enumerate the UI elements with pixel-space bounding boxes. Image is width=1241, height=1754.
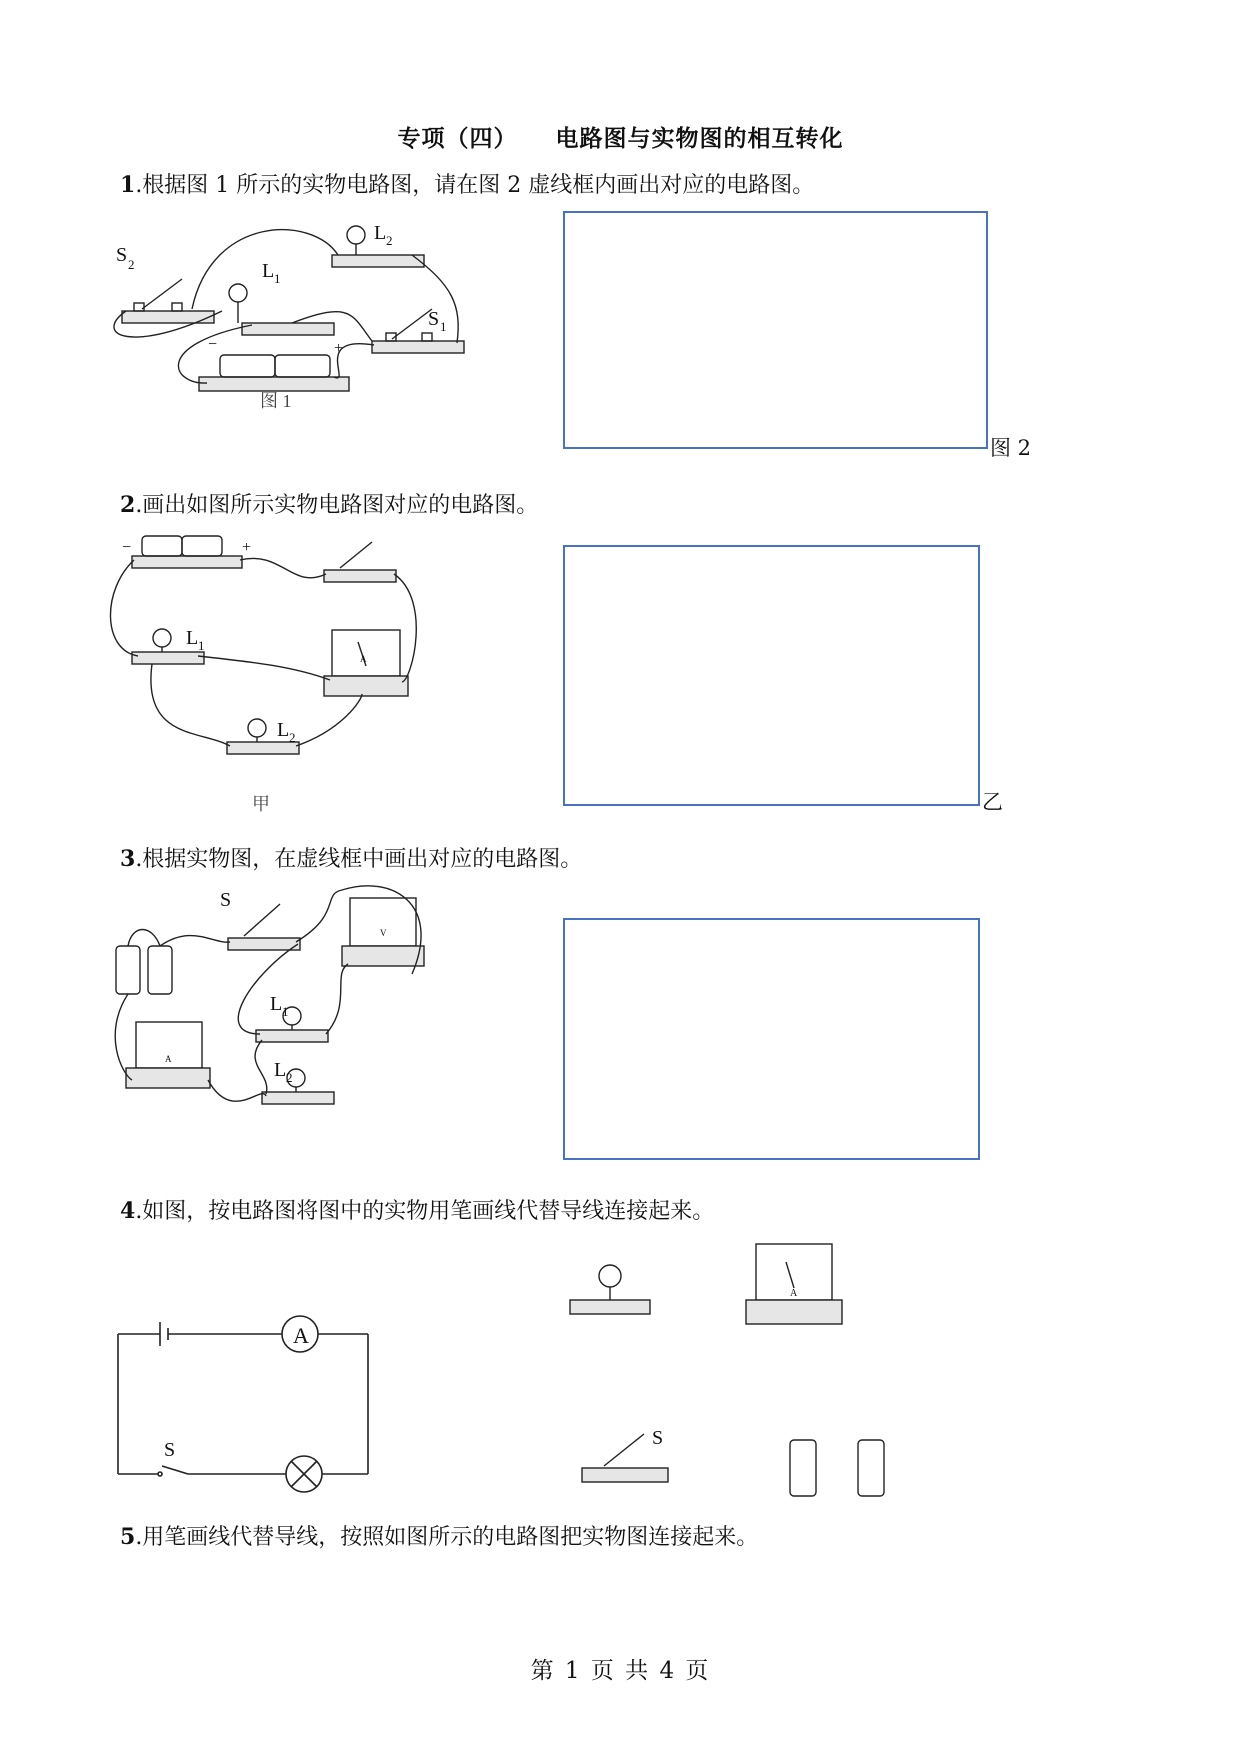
svg-text:+: + [242, 539, 252, 556]
svg-text:S: S [164, 1439, 176, 1461]
figure-3-physical-circuit [112, 884, 442, 1114]
svg-text:+: + [334, 340, 344, 357]
svg-text:L: L [274, 1059, 287, 1081]
answer-box-yi[interactable] [563, 545, 980, 806]
svg-text:2: 2 [286, 1070, 293, 1085]
figure-yi-label: 乙 [982, 790, 1003, 814]
answer-box-fig2[interactable] [563, 211, 988, 449]
question-4: 4.如图，按电路图将图中的实物用笔画线代替导线连接起来。 [120, 1198, 715, 1224]
svg-text:S: S [220, 889, 232, 911]
figure-1-physical-circuit [112, 222, 512, 425]
svg-text:2: 2 [128, 257, 135, 272]
svg-text:L: L [277, 719, 290, 741]
figure-2-label: 图 2 [990, 436, 1032, 460]
svg-text:L: L [374, 222, 387, 244]
question-2: 2.画出如图所示实物电路图对应的电路图。 [120, 492, 539, 518]
svg-text:A: A [293, 1323, 309, 1348]
svg-text:2: 2 [289, 730, 296, 745]
svg-text:S: S [652, 1427, 664, 1449]
svg-text:A: A [790, 1288, 798, 1299]
svg-text:V: V [380, 928, 387, 938]
svg-text:A: A [165, 1054, 172, 1064]
figure-jia-physical-circuit [112, 530, 432, 814]
svg-text:L: L [186, 627, 199, 649]
question-1: 1.根据图 1 所示的实物电路图，请在图 2 虚线框内画出对应的电路图。 [120, 172, 815, 198]
page-footer: 第 1 页 共 4 页 [530, 1658, 711, 1684]
svg-text:−: − [208, 336, 218, 353]
svg-text:1: 1 [198, 638, 205, 653]
svg-text:图 1: 图 1 [260, 391, 292, 411]
svg-text:L: L [262, 260, 275, 282]
svg-text:1: 1 [282, 1004, 289, 1019]
svg-text:甲: 甲 [252, 794, 270, 814]
svg-text:1: 1 [440, 319, 447, 334]
answer-box-q3[interactable] [563, 918, 980, 1160]
physical-components-q4 [560, 1240, 920, 1520]
svg-text:A: A [360, 654, 367, 664]
svg-text:S: S [428, 308, 440, 330]
page-title: 专项（四） 电路图与实物图的相互转化 [397, 125, 844, 152]
svg-text:1: 1 [274, 271, 281, 286]
svg-text:2: 2 [386, 233, 393, 248]
svg-text:L: L [270, 993, 283, 1015]
question-3: 3.根据实物图，在虚线框中画出对应的电路图。 [120, 846, 583, 872]
svg-text:S: S [116, 244, 128, 266]
question-5: 5.用笔画线代替导线，按照如图所示的电路图把实物图连接起来。 [120, 1524, 759, 1550]
svg-text:−: − [122, 539, 132, 556]
circuit-diagram-q4 [112, 1310, 382, 1500]
